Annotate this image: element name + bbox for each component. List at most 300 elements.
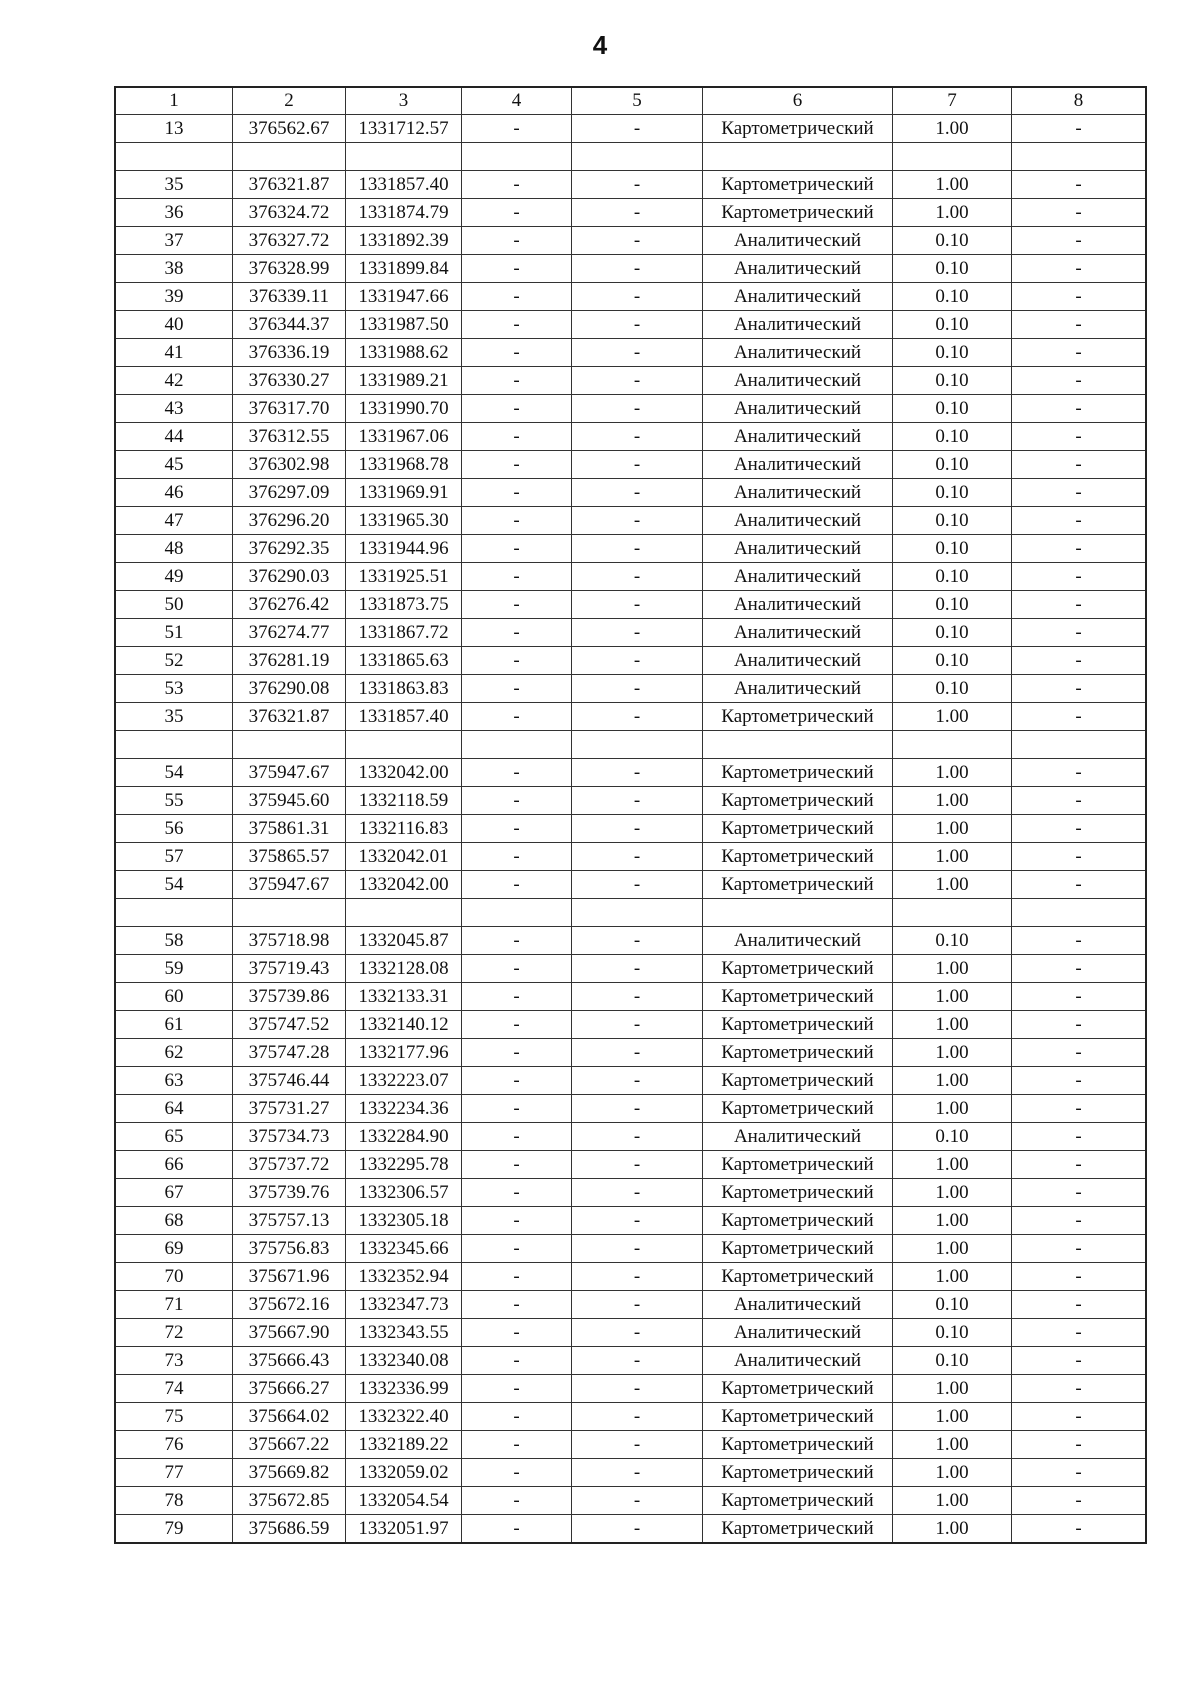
cell-col-4 — [462, 143, 572, 171]
cell-coord-x: 376276.42 — [233, 591, 346, 619]
cell-method — [703, 143, 893, 171]
header-cell-6: 6 — [703, 87, 893, 115]
cell-precision: 0.10 — [893, 619, 1012, 647]
cell-col-8 — [1012, 143, 1147, 171]
cell-coord-y: 1332042.01 — [346, 843, 462, 871]
cell-point-number: 66 — [115, 1151, 233, 1179]
cell-method: Аналитический — [703, 367, 893, 395]
cell-coord-y: 1332128.08 — [346, 955, 462, 983]
header-cell-4: 4 — [462, 87, 572, 115]
table-row — [115, 115, 1146, 143]
cell-precision: 1.00 — [893, 115, 1012, 143]
header-cell-3: 3 — [346, 87, 462, 115]
cell-coord-x: 376324.72 — [233, 199, 346, 227]
cell-col-8: - — [1012, 1235, 1147, 1263]
cell-coord-x: 375731.27 — [233, 1095, 346, 1123]
table-row — [115, 815, 1146, 843]
cell-col-8: - — [1012, 927, 1147, 955]
cell-point-number: 78 — [115, 1487, 233, 1515]
cell-col-5: - — [572, 703, 703, 731]
cell-coord-x: 376330.27 — [233, 367, 346, 395]
cell-coord-y: 1332295.78 — [346, 1151, 462, 1179]
cell-coord-y: 1331967.06 — [346, 423, 462, 451]
cell-coord-y: 1332042.00 — [346, 871, 462, 899]
cell-coord-x: 375739.86 — [233, 983, 346, 1011]
cell-col-8: - — [1012, 759, 1147, 787]
cell-col-4: - — [462, 199, 572, 227]
cell-col-4: - — [462, 1039, 572, 1067]
cell-point-number: 42 — [115, 367, 233, 395]
cell-method: Аналитический — [703, 591, 893, 619]
cell-coord-y: 1331969.91 — [346, 479, 462, 507]
cell-coord-x: 375666.43 — [233, 1347, 346, 1375]
cell-point-number: 67 — [115, 1179, 233, 1207]
cell-method: Картометрический — [703, 1235, 893, 1263]
cell-method: Картометрический — [703, 1459, 893, 1487]
cell-coord-y: 1332234.36 — [346, 1095, 462, 1123]
cell-coord-x: 375737.72 — [233, 1151, 346, 1179]
header-cell-7: 7 — [893, 87, 1012, 115]
cell-point-number — [115, 143, 233, 171]
cell-col-8: - — [1012, 1403, 1147, 1431]
cell-col-5: - — [572, 1431, 703, 1459]
cell-method: Аналитический — [703, 227, 893, 255]
cell-precision: 0.10 — [893, 423, 1012, 451]
cell-precision: 1.00 — [893, 1151, 1012, 1179]
cell-point-number: 77 — [115, 1459, 233, 1487]
cell-col-8: - — [1012, 1039, 1147, 1067]
cell-coord-y: 1332284.90 — [346, 1123, 462, 1151]
header-cell-5: 5 — [572, 87, 703, 115]
cell-col-5: - — [572, 1011, 703, 1039]
cell-method: Аналитический — [703, 423, 893, 451]
cell-col-8: - — [1012, 1207, 1147, 1235]
cell-point-number — [115, 731, 233, 759]
cell-coord-x: 375666.27 — [233, 1375, 346, 1403]
table-row — [115, 675, 1146, 703]
cell-precision: 1.00 — [893, 955, 1012, 983]
cell-col-8: - — [1012, 1095, 1147, 1123]
cell-precision: 1.00 — [893, 1235, 1012, 1263]
cell-coord-y: 1331990.70 — [346, 395, 462, 423]
cell-precision: 1.00 — [893, 1487, 1012, 1515]
cell-method: Аналитический — [703, 255, 893, 283]
cell-coord-y: 1331867.72 — [346, 619, 462, 647]
cell-col-8: - — [1012, 339, 1147, 367]
cell-coord-y — [346, 143, 462, 171]
cell-coord-x: 375861.31 — [233, 815, 346, 843]
cell-method: Картометрический — [703, 199, 893, 227]
cell-point-number: 45 — [115, 451, 233, 479]
cell-method: Аналитический — [703, 479, 893, 507]
cell-point-number: 37 — [115, 227, 233, 255]
table-row — [115, 451, 1146, 479]
cell-coord-x: 376339.11 — [233, 283, 346, 311]
cell-col-4: - — [462, 115, 572, 143]
cell-point-number: 62 — [115, 1039, 233, 1067]
cell-col-8: - — [1012, 451, 1147, 479]
cell-col-8: - — [1012, 367, 1147, 395]
cell-col-5: - — [572, 843, 703, 871]
cell-coord-y — [346, 731, 462, 759]
table-body — [115, 115, 1146, 1544]
cell-col-8: - — [1012, 311, 1147, 339]
cell-point-number: 36 — [115, 199, 233, 227]
table-row — [115, 1403, 1146, 1431]
cell-coord-y: 1331865.63 — [346, 647, 462, 675]
cell-precision: 0.10 — [893, 1319, 1012, 1347]
cell-method: Картометрический — [703, 815, 893, 843]
cell-method: Картометрический — [703, 703, 893, 731]
cell-col-5: - — [572, 339, 703, 367]
cell-coord-x: 375947.67 — [233, 759, 346, 787]
cell-method: Аналитический — [703, 647, 893, 675]
cell-point-number: 35 — [115, 703, 233, 731]
cell-coord-x: 375664.02 — [233, 1403, 346, 1431]
cell-col-5: - — [572, 1235, 703, 1263]
cell-col-5: - — [572, 1375, 703, 1403]
cell-col-8: - — [1012, 675, 1147, 703]
cell-point-number: 48 — [115, 535, 233, 563]
cell-col-4: - — [462, 927, 572, 955]
cell-precision: 0.10 — [893, 339, 1012, 367]
cell-coord-x: 375672.16 — [233, 1291, 346, 1319]
cell-col-4: - — [462, 1095, 572, 1123]
table-row — [115, 1067, 1146, 1095]
cell-coord-x: 376328.99 — [233, 255, 346, 283]
cell-col-5: - — [572, 283, 703, 311]
cell-precision — [893, 731, 1012, 759]
cell-method: Картометрический — [703, 1011, 893, 1039]
cell-col-4: - — [462, 171, 572, 199]
cell-col-5: - — [572, 535, 703, 563]
cell-point-number: 46 — [115, 479, 233, 507]
cell-coord-y: 1331874.79 — [346, 199, 462, 227]
cell-method: Аналитический — [703, 339, 893, 367]
cell-precision: 0.10 — [893, 1123, 1012, 1151]
cell-point-number: 61 — [115, 1011, 233, 1039]
table-row — [115, 1291, 1146, 1319]
cell-col-5 — [572, 731, 703, 759]
cell-coord-x: 375747.28 — [233, 1039, 346, 1067]
cell-col-4: - — [462, 1515, 572, 1544]
cell-precision: 1.00 — [893, 871, 1012, 899]
cell-coord-x: 375747.52 — [233, 1011, 346, 1039]
cell-precision: 0.10 — [893, 311, 1012, 339]
cell-coord-y: 1332051.97 — [346, 1515, 462, 1544]
cell-precision: 1.00 — [893, 1179, 1012, 1207]
cell-col-4: - — [462, 1067, 572, 1095]
cell-col-8: - — [1012, 703, 1147, 731]
cell-precision: 1.00 — [893, 843, 1012, 871]
cell-method: Картометрический — [703, 871, 893, 899]
table-row — [115, 899, 1146, 927]
cell-col-5 — [572, 143, 703, 171]
cell-coord-x: 376312.55 — [233, 423, 346, 451]
cell-col-8: - — [1012, 1487, 1147, 1515]
cell-precision: 1.00 — [893, 815, 1012, 843]
cell-coord-x: 375756.83 — [233, 1235, 346, 1263]
cell-point-number: 70 — [115, 1263, 233, 1291]
cell-precision: 1.00 — [893, 1011, 1012, 1039]
cell-precision: 1.00 — [893, 787, 1012, 815]
cell-col-4: - — [462, 843, 572, 871]
cell-col-4: - — [462, 1431, 572, 1459]
cell-col-4: - — [462, 1487, 572, 1515]
cell-precision: 1.00 — [893, 171, 1012, 199]
cell-coord-y: 1331968.78 — [346, 451, 462, 479]
cell-method: Картометрический — [703, 787, 893, 815]
table-row — [115, 1347, 1146, 1375]
cell-method: Картометрический — [703, 1067, 893, 1095]
cell-method: Картометрический — [703, 1039, 893, 1067]
table-row — [115, 227, 1146, 255]
cell-point-number: 68 — [115, 1207, 233, 1235]
cell-point-number: 59 — [115, 955, 233, 983]
cell-col-8: - — [1012, 983, 1147, 1011]
cell-point-number: 69 — [115, 1235, 233, 1263]
cell-method: Аналитический — [703, 1319, 893, 1347]
cell-col-4: - — [462, 227, 572, 255]
cell-point-number: 40 — [115, 311, 233, 339]
cell-point-number: 47 — [115, 507, 233, 535]
cell-coord-y: 1332306.57 — [346, 1179, 462, 1207]
table-row — [115, 199, 1146, 227]
cell-col-5: - — [572, 1403, 703, 1431]
cell-coord-x: 375667.22 — [233, 1431, 346, 1459]
table-row — [115, 1151, 1146, 1179]
cell-col-8: - — [1012, 1151, 1147, 1179]
table-row — [115, 1263, 1146, 1291]
cell-col-4: - — [462, 311, 572, 339]
cell-method: Аналитический — [703, 283, 893, 311]
cell-col-4: - — [462, 955, 572, 983]
cell-coord-x: 376317.70 — [233, 395, 346, 423]
cell-col-8: - — [1012, 647, 1147, 675]
cell-method: Картометрический — [703, 171, 893, 199]
cell-col-8: - — [1012, 1263, 1147, 1291]
table-row — [115, 1431, 1146, 1459]
cell-col-5: - — [572, 1039, 703, 1067]
cell-precision: 1.00 — [893, 1459, 1012, 1487]
cell-coord-y: 1332189.22 — [346, 1431, 462, 1459]
cell-col-5: - — [572, 871, 703, 899]
cell-method: Аналитический — [703, 311, 893, 339]
cell-precision: 0.10 — [893, 535, 1012, 563]
cell-precision: 0.10 — [893, 451, 1012, 479]
cell-coord-y: 1332045.87 — [346, 927, 462, 955]
cell-point-number: 51 — [115, 619, 233, 647]
cell-precision: 1.00 — [893, 983, 1012, 1011]
cell-precision: 0.10 — [893, 927, 1012, 955]
cell-coord-y: 1331947.66 — [346, 283, 462, 311]
cell-col-5: - — [572, 955, 703, 983]
cell-col-8 — [1012, 899, 1147, 927]
cell-col-8: - — [1012, 787, 1147, 815]
cell-col-5: - — [572, 759, 703, 787]
cell-point-number: 43 — [115, 395, 233, 423]
cell-point-number: 13 — [115, 115, 233, 143]
cell-coord-y: 1331989.21 — [346, 367, 462, 395]
cell-point-number: 52 — [115, 647, 233, 675]
cell-method: Аналитический — [703, 1291, 893, 1319]
cell-coord-y: 1331857.40 — [346, 703, 462, 731]
table-row — [115, 1375, 1146, 1403]
cell-col-5: - — [572, 171, 703, 199]
cell-col-8: - — [1012, 1347, 1147, 1375]
cell-coord-y: 1332345.66 — [346, 1235, 462, 1263]
cell-col-8: - — [1012, 255, 1147, 283]
cell-coord-x: 375865.57 — [233, 843, 346, 871]
cell-col-4 — [462, 899, 572, 927]
cell-col-5: - — [572, 927, 703, 955]
cell-point-number: 57 — [115, 843, 233, 871]
cell-col-5: - — [572, 1179, 703, 1207]
cell-col-8: - — [1012, 1011, 1147, 1039]
cell-point-number: 44 — [115, 423, 233, 451]
cell-col-5: - — [572, 199, 703, 227]
cell-point-number: 72 — [115, 1319, 233, 1347]
cell-col-4: - — [462, 255, 572, 283]
cell-precision: 0.10 — [893, 255, 1012, 283]
cell-coord-x: 376290.08 — [233, 675, 346, 703]
cell-col-8: - — [1012, 619, 1147, 647]
cell-precision: 1.00 — [893, 1067, 1012, 1095]
cell-point-number: 54 — [115, 871, 233, 899]
cell-col-4: - — [462, 479, 572, 507]
cell-coord-x: 375672.85 — [233, 1487, 346, 1515]
cell-point-number: 56 — [115, 815, 233, 843]
table-row — [115, 1179, 1146, 1207]
cell-col-8: - — [1012, 871, 1147, 899]
table-row — [115, 171, 1146, 199]
table-header — [115, 87, 1146, 115]
cell-point-number: 64 — [115, 1095, 233, 1123]
cell-col-4: - — [462, 535, 572, 563]
cell-col-4: - — [462, 1263, 572, 1291]
cell-col-5: - — [572, 227, 703, 255]
cell-method: Картометрический — [703, 1207, 893, 1235]
table-row — [115, 591, 1146, 619]
cell-col-5: - — [572, 591, 703, 619]
table-row — [115, 759, 1146, 787]
table-row — [115, 1039, 1146, 1067]
cell-method: Аналитический — [703, 535, 893, 563]
table-row — [115, 1095, 1146, 1123]
cell-coord-y: 1331892.39 — [346, 227, 462, 255]
cell-col-8: - — [1012, 955, 1147, 983]
cell-method: Картометрический — [703, 955, 893, 983]
cell-precision: 1.00 — [893, 1263, 1012, 1291]
cell-col-8: - — [1012, 1431, 1147, 1459]
cell-precision — [893, 899, 1012, 927]
cell-point-number: 38 — [115, 255, 233, 283]
cell-coord-y: 1332336.99 — [346, 1375, 462, 1403]
cell-col-4: - — [462, 675, 572, 703]
cell-col-4: - — [462, 591, 572, 619]
cell-point-number: 63 — [115, 1067, 233, 1095]
table-row — [115, 339, 1146, 367]
cell-col-4: - — [462, 1207, 572, 1235]
cell-col-8: - — [1012, 171, 1147, 199]
cell-coord-x: 376296.20 — [233, 507, 346, 535]
cell-col-4: - — [462, 1403, 572, 1431]
cell-col-5: - — [572, 367, 703, 395]
cell-col-8: - — [1012, 423, 1147, 451]
table-row — [115, 731, 1146, 759]
cell-method: Аналитический — [703, 563, 893, 591]
cell-coord-y: 1331925.51 — [346, 563, 462, 591]
cell-col-5: - — [572, 115, 703, 143]
cell-col-5: - — [572, 815, 703, 843]
table-row — [115, 787, 1146, 815]
cell-col-5 — [572, 899, 703, 927]
cell-coord-y: 1332340.08 — [346, 1347, 462, 1375]
cell-coord-x: 375947.67 — [233, 871, 346, 899]
cell-method: Картометрический — [703, 1375, 893, 1403]
cell-coord-x: 376344.37 — [233, 311, 346, 339]
cell-coord-x — [233, 731, 346, 759]
cell-col-4: - — [462, 1235, 572, 1263]
cell-coord-y: 1331857.40 — [346, 171, 462, 199]
cell-precision: 0.10 — [893, 479, 1012, 507]
cell-coord-y: 1332059.02 — [346, 1459, 462, 1487]
cell-method: Картометрический — [703, 115, 893, 143]
cell-point-number: 54 — [115, 759, 233, 787]
cell-col-5: - — [572, 1123, 703, 1151]
cell-method: Аналитический — [703, 1347, 893, 1375]
cell-coord-x: 375719.43 — [233, 955, 346, 983]
cell-precision: 0.10 — [893, 563, 1012, 591]
table-row — [115, 395, 1146, 423]
cell-point-number: 60 — [115, 983, 233, 1011]
cell-col-5: - — [572, 1515, 703, 1544]
cell-precision: 1.00 — [893, 1375, 1012, 1403]
cell-col-8: - — [1012, 199, 1147, 227]
cell-col-8: - — [1012, 591, 1147, 619]
table-row — [115, 1459, 1146, 1487]
cell-precision: 1.00 — [893, 199, 1012, 227]
page-number: 4 — [592, 30, 608, 60]
cell-coord-x: 376327.72 — [233, 227, 346, 255]
cell-precision: 0.10 — [893, 591, 1012, 619]
cell-col-4: - — [462, 451, 572, 479]
cell-point-number: 76 — [115, 1431, 233, 1459]
cell-coord-y: 1332140.12 — [346, 1011, 462, 1039]
cell-col-4: - — [462, 1291, 572, 1319]
cell-method: Картометрический — [703, 843, 893, 871]
cell-coord-x: 376302.98 — [233, 451, 346, 479]
cell-coord-x: 376562.67 — [233, 115, 346, 143]
cell-coord-y: 1331899.84 — [346, 255, 462, 283]
cell-precision: 1.00 — [893, 1207, 1012, 1235]
cell-col-4 — [462, 731, 572, 759]
cell-col-5: - — [572, 395, 703, 423]
cell-point-number: 73 — [115, 1347, 233, 1375]
table-row — [115, 143, 1146, 171]
cell-col-8: - — [1012, 507, 1147, 535]
cell-col-4: - — [462, 1319, 572, 1347]
cell-coord-y: 1332352.94 — [346, 1263, 462, 1291]
cell-point-number — [115, 899, 233, 927]
table-row — [115, 283, 1146, 311]
cell-coord-y: 1331712.57 — [346, 115, 462, 143]
cell-coord-y: 1332133.31 — [346, 983, 462, 1011]
cell-coord-y: 1332305.18 — [346, 1207, 462, 1235]
cell-col-4: - — [462, 367, 572, 395]
cell-col-4: - — [462, 759, 572, 787]
table-row — [115, 955, 1146, 983]
